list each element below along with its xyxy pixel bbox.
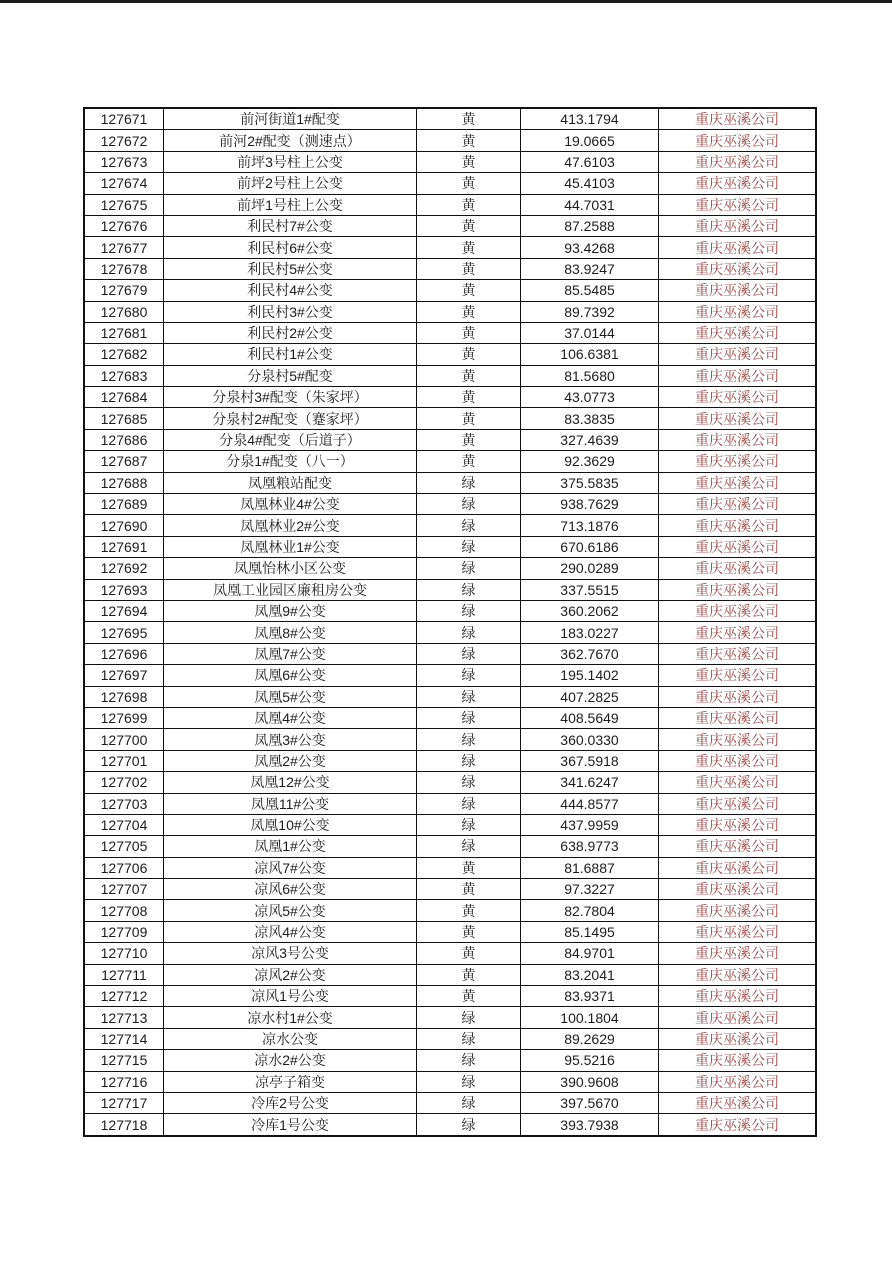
cell-record-id: 127686 — [84, 429, 164, 450]
cell-value: 437.9959 — [521, 814, 659, 835]
cell-value: 390.9608 — [521, 1071, 659, 1092]
cell-record-id: 127718 — [84, 1114, 164, 1136]
table-row — [84, 280, 816, 301]
cell-record-id: 127680 — [84, 301, 164, 322]
cell-status-color: 绿 — [417, 494, 521, 515]
cell-value: 408.5649 — [521, 707, 659, 728]
cell-status-color: 黄 — [417, 173, 521, 194]
table-row — [84, 600, 816, 621]
cell-status-color: 黄 — [417, 900, 521, 921]
cell-transformer-name: 利民村4#公变 — [164, 280, 417, 301]
cell-transformer-name: 凤凰粮站配变 — [164, 472, 417, 493]
cell-transformer-name: 凉水2#公变 — [164, 1050, 417, 1071]
cell-transformer-name: 凉风1号公变 — [164, 986, 417, 1007]
cell-value: 89.2629 — [521, 1028, 659, 1049]
cell-record-id: 127691 — [84, 536, 164, 557]
cell-record-id: 127683 — [84, 365, 164, 386]
cell-status-color: 黄 — [417, 408, 521, 429]
cell-status-color: 绿 — [417, 643, 521, 664]
table-row — [84, 729, 816, 750]
table-row — [84, 365, 816, 386]
table-row — [84, 301, 816, 322]
table-row — [84, 173, 816, 194]
cell-company: 重庆巫溪公司 — [659, 1050, 817, 1071]
transformer-table — [83, 107, 817, 1137]
cell-company: 重庆巫溪公司 — [659, 1114, 817, 1136]
cell-record-id: 127695 — [84, 622, 164, 643]
cell-transformer-name: 分泉1#配变（八一） — [164, 451, 417, 472]
cell-transformer-name: 凤凰3#公变 — [164, 729, 417, 750]
table-row — [84, 151, 816, 172]
table-row — [84, 772, 816, 793]
cell-record-id: 127712 — [84, 986, 164, 1007]
cell-record-id: 127697 — [84, 665, 164, 686]
cell-transformer-name: 凤凰怡林小区公变 — [164, 558, 417, 579]
cell-company: 重庆巫溪公司 — [659, 879, 817, 900]
cell-record-id: 127704 — [84, 814, 164, 835]
cell-value: 290.0289 — [521, 558, 659, 579]
transformer-table-body — [84, 108, 816, 1136]
cell-company: 重庆巫溪公司 — [659, 365, 817, 386]
cell-transformer-name: 冷库2号公变 — [164, 1092, 417, 1113]
cell-transformer-name: 凉水公变 — [164, 1028, 417, 1049]
cell-record-id: 127673 — [84, 151, 164, 172]
cell-value: 84.9701 — [521, 943, 659, 964]
cell-value: 638.9773 — [521, 836, 659, 857]
cell-company: 重庆巫溪公司 — [659, 964, 817, 985]
cell-record-id: 127715 — [84, 1050, 164, 1071]
cell-status-color: 绿 — [417, 750, 521, 771]
table-row — [84, 558, 816, 579]
cell-transformer-name: 利民村2#公变 — [164, 322, 417, 343]
cell-company: 重庆巫溪公司 — [659, 686, 817, 707]
table-row — [84, 1050, 816, 1071]
table-row — [84, 108, 816, 130]
cell-value: 81.6887 — [521, 857, 659, 878]
cell-transformer-name: 分泉村3#配变（朱家坪） — [164, 387, 417, 408]
cell-status-color: 黄 — [417, 258, 521, 279]
table-row — [84, 643, 816, 664]
cell-status-color: 绿 — [417, 707, 521, 728]
cell-status-color: 绿 — [417, 836, 521, 857]
cell-status-color: 绿 — [417, 515, 521, 536]
cell-status-color: 绿 — [417, 579, 521, 600]
table-row — [84, 1028, 816, 1049]
cell-record-id: 127671 — [84, 108, 164, 130]
cell-status-color: 黄 — [417, 280, 521, 301]
cell-company: 重庆巫溪公司 — [659, 814, 817, 835]
cell-value: 83.9371 — [521, 986, 659, 1007]
cell-value: 47.6103 — [521, 151, 659, 172]
cell-value: 397.5670 — [521, 1092, 659, 1113]
cell-company: 重庆巫溪公司 — [659, 215, 817, 236]
cell-record-id: 127674 — [84, 173, 164, 194]
cell-record-id: 127676 — [84, 215, 164, 236]
cell-status-color: 绿 — [417, 814, 521, 835]
cell-value: 341.6247 — [521, 772, 659, 793]
cell-record-id: 127707 — [84, 879, 164, 900]
page-top-border — [0, 0, 892, 3]
cell-record-id: 127678 — [84, 258, 164, 279]
cell-company: 重庆巫溪公司 — [659, 494, 817, 515]
cell-company: 重庆巫溪公司 — [659, 793, 817, 814]
cell-company: 重庆巫溪公司 — [659, 600, 817, 621]
cell-value: 407.2825 — [521, 686, 659, 707]
cell-value: 360.0330 — [521, 729, 659, 750]
table-row — [84, 921, 816, 942]
table-row — [84, 515, 816, 536]
cell-record-id: 127677 — [84, 237, 164, 258]
cell-record-id: 127692 — [84, 558, 164, 579]
table-row — [84, 622, 816, 643]
table-row — [84, 793, 816, 814]
table-row — [84, 215, 816, 236]
cell-status-color: 黄 — [417, 943, 521, 964]
cell-status-color: 黄 — [417, 301, 521, 322]
table-row — [84, 707, 816, 728]
cell-company: 重庆巫溪公司 — [659, 900, 817, 921]
cell-record-id: 127694 — [84, 600, 164, 621]
table-row — [84, 900, 816, 921]
cell-transformer-name: 利民村6#公变 — [164, 237, 417, 258]
table-row — [84, 130, 816, 151]
cell-value: 195.1402 — [521, 665, 659, 686]
cell-company: 重庆巫溪公司 — [659, 643, 817, 664]
cell-value: 82.7804 — [521, 900, 659, 921]
cell-status-color: 黄 — [417, 451, 521, 472]
cell-company: 重庆巫溪公司 — [659, 536, 817, 557]
cell-transformer-name: 冷库1号公变 — [164, 1114, 417, 1136]
table-row — [84, 194, 816, 215]
cell-status-color: 黄 — [417, 365, 521, 386]
cell-transformer-name: 前河2#配变（测速点） — [164, 130, 417, 151]
cell-record-id: 127689 — [84, 494, 164, 515]
cell-record-id: 127713 — [84, 1007, 164, 1028]
cell-record-id: 127702 — [84, 772, 164, 793]
cell-company: 重庆巫溪公司 — [659, 836, 817, 857]
cell-value: 100.1804 — [521, 1007, 659, 1028]
cell-value: 92.3629 — [521, 451, 659, 472]
cell-status-color: 黄 — [417, 964, 521, 985]
cell-company: 重庆巫溪公司 — [659, 387, 817, 408]
cell-status-color: 黄 — [417, 879, 521, 900]
cell-value: 81.5680 — [521, 365, 659, 386]
cell-transformer-name: 凉风7#公变 — [164, 857, 417, 878]
cell-company: 重庆巫溪公司 — [659, 1071, 817, 1092]
cell-status-color: 绿 — [417, 600, 521, 621]
cell-company: 重庆巫溪公司 — [659, 1028, 817, 1049]
cell-status-color: 黄 — [417, 151, 521, 172]
table-row — [84, 814, 816, 835]
cell-transformer-name: 凤凰12#公变 — [164, 772, 417, 793]
cell-transformer-name: 凤凰林业2#公变 — [164, 515, 417, 536]
cell-value: 44.7031 — [521, 194, 659, 215]
table-row — [84, 964, 816, 985]
cell-record-id: 127693 — [84, 579, 164, 600]
cell-record-id: 127703 — [84, 793, 164, 814]
cell-record-id: 127699 — [84, 707, 164, 728]
cell-company: 重庆巫溪公司 — [659, 130, 817, 151]
cell-company: 重庆巫溪公司 — [659, 986, 817, 1007]
cell-record-id: 127684 — [84, 387, 164, 408]
cell-status-color: 黄 — [417, 108, 521, 130]
table-row — [84, 943, 816, 964]
cell-transformer-name: 凉风3号公变 — [164, 943, 417, 964]
cell-record-id: 127672 — [84, 130, 164, 151]
cell-record-id: 127685 — [84, 408, 164, 429]
cell-value: 43.0773 — [521, 387, 659, 408]
cell-record-id: 127701 — [84, 750, 164, 771]
cell-record-id: 127675 — [84, 194, 164, 215]
cell-record-id: 127690 — [84, 515, 164, 536]
cell-company: 重庆巫溪公司 — [659, 579, 817, 600]
cell-transformer-name: 利民村1#公变 — [164, 344, 417, 365]
cell-value: 713.1876 — [521, 515, 659, 536]
cell-status-color: 绿 — [417, 1007, 521, 1028]
table-row — [84, 472, 816, 493]
cell-transformer-name: 凉风4#公变 — [164, 921, 417, 942]
cell-status-color: 绿 — [417, 558, 521, 579]
cell-transformer-name: 利民村7#公变 — [164, 215, 417, 236]
table-row — [84, 429, 816, 450]
cell-company: 重庆巫溪公司 — [659, 151, 817, 172]
cell-status-color: 黄 — [417, 130, 521, 151]
cell-status-color: 绿 — [417, 536, 521, 557]
cell-value: 83.3835 — [521, 408, 659, 429]
cell-value: 87.2588 — [521, 215, 659, 236]
cell-value: 89.7392 — [521, 301, 659, 322]
cell-transformer-name: 分泉村2#配变（蹇家坪） — [164, 408, 417, 429]
cell-transformer-name: 前坪1号柱上公变 — [164, 194, 417, 215]
cell-company: 重庆巫溪公司 — [659, 408, 817, 429]
cell-status-color: 绿 — [417, 1028, 521, 1049]
table-row — [84, 665, 816, 686]
cell-status-color: 黄 — [417, 986, 521, 1007]
cell-company: 重庆巫溪公司 — [659, 451, 817, 472]
cell-value: 85.5485 — [521, 280, 659, 301]
cell-status-color: 黄 — [417, 237, 521, 258]
cell-record-id: 127716 — [84, 1071, 164, 1092]
cell-company: 重庆巫溪公司 — [659, 429, 817, 450]
cell-status-color: 黄 — [417, 322, 521, 343]
cell-record-id: 127706 — [84, 857, 164, 878]
cell-record-id: 127711 — [84, 964, 164, 985]
cell-transformer-name: 凉风6#公变 — [164, 879, 417, 900]
cell-status-color: 黄 — [417, 429, 521, 450]
cell-transformer-name: 凤凰4#公变 — [164, 707, 417, 728]
cell-status-color: 绿 — [417, 793, 521, 814]
table-row — [84, 1071, 816, 1092]
cell-transformer-name: 利民村3#公变 — [164, 301, 417, 322]
table-row — [84, 322, 816, 343]
cell-value: 367.5918 — [521, 750, 659, 771]
cell-status-color: 黄 — [417, 387, 521, 408]
cell-company: 重庆巫溪公司 — [659, 108, 817, 130]
cell-transformer-name: 凤凰1#公变 — [164, 836, 417, 857]
cell-company: 重庆巫溪公司 — [659, 1007, 817, 1028]
cell-transformer-name: 凤凰林业4#公变 — [164, 494, 417, 515]
table-row — [84, 1007, 816, 1028]
cell-value: 37.0144 — [521, 322, 659, 343]
table-row — [84, 686, 816, 707]
cell-company: 重庆巫溪公司 — [659, 750, 817, 771]
cell-transformer-name: 凉亭子箱变 — [164, 1071, 417, 1092]
cell-transformer-name: 凤凰8#公变 — [164, 622, 417, 643]
cell-record-id: 127705 — [84, 836, 164, 857]
table-row — [84, 836, 816, 857]
cell-record-id: 127687 — [84, 451, 164, 472]
cell-transformer-name: 凤凰5#公变 — [164, 686, 417, 707]
table-row — [84, 536, 816, 557]
cell-company: 重庆巫溪公司 — [659, 515, 817, 536]
cell-record-id: 127681 — [84, 322, 164, 343]
cell-transformer-name: 利民村5#公变 — [164, 258, 417, 279]
cell-value: 45.4103 — [521, 173, 659, 194]
cell-transformer-name: 凤凰11#公变 — [164, 793, 417, 814]
cell-company: 重庆巫溪公司 — [659, 943, 817, 964]
cell-value: 375.5835 — [521, 472, 659, 493]
table-row — [84, 1092, 816, 1113]
cell-value: 95.5216 — [521, 1050, 659, 1071]
cell-transformer-name: 分泉4#配变（后道子） — [164, 429, 417, 450]
cell-status-color: 黄 — [417, 194, 521, 215]
cell-transformer-name: 凤凰6#公变 — [164, 665, 417, 686]
table-row — [84, 237, 816, 258]
table-row — [84, 750, 816, 771]
cell-value: 97.3227 — [521, 879, 659, 900]
cell-company: 重庆巫溪公司 — [659, 1092, 817, 1113]
cell-transformer-name: 凤凰10#公变 — [164, 814, 417, 835]
cell-company: 重庆巫溪公司 — [659, 173, 817, 194]
cell-record-id: 127714 — [84, 1028, 164, 1049]
table-row — [84, 258, 816, 279]
cell-value: 85.1495 — [521, 921, 659, 942]
cell-status-color: 绿 — [417, 772, 521, 793]
cell-status-color: 绿 — [417, 1071, 521, 1092]
table-row — [84, 579, 816, 600]
cell-company: 重庆巫溪公司 — [659, 280, 817, 301]
cell-value: 393.7938 — [521, 1114, 659, 1136]
cell-record-id: 127709 — [84, 921, 164, 942]
cell-record-id: 127710 — [84, 943, 164, 964]
cell-company: 重庆巫溪公司 — [659, 857, 817, 878]
cell-record-id: 127717 — [84, 1092, 164, 1113]
cell-value: 106.6381 — [521, 344, 659, 365]
cell-value: 327.4639 — [521, 429, 659, 450]
cell-company: 重庆巫溪公司 — [659, 237, 817, 258]
cell-company: 重庆巫溪公司 — [659, 301, 817, 322]
table-row — [84, 344, 816, 365]
cell-record-id: 127700 — [84, 729, 164, 750]
cell-value: 83.2041 — [521, 964, 659, 985]
cell-transformer-name: 前坪3号柱上公变 — [164, 151, 417, 172]
cell-company: 重庆巫溪公司 — [659, 194, 817, 215]
cell-record-id: 127679 — [84, 280, 164, 301]
cell-value: 670.6186 — [521, 536, 659, 557]
cell-status-color: 绿 — [417, 729, 521, 750]
cell-company: 重庆巫溪公司 — [659, 665, 817, 686]
cell-transformer-name: 凉风5#公变 — [164, 900, 417, 921]
cell-status-color: 黄 — [417, 921, 521, 942]
cell-company: 重庆巫溪公司 — [659, 472, 817, 493]
cell-transformer-name: 凤凰9#公变 — [164, 600, 417, 621]
cell-value: 413.1794 — [521, 108, 659, 130]
cell-company: 重庆巫溪公司 — [659, 344, 817, 365]
table-row — [84, 451, 816, 472]
cell-status-color: 绿 — [417, 1114, 521, 1136]
cell-value: 183.0227 — [521, 622, 659, 643]
table-row — [84, 857, 816, 878]
cell-value: 19.0665 — [521, 130, 659, 151]
cell-value: 444.8577 — [521, 793, 659, 814]
cell-company: 重庆巫溪公司 — [659, 772, 817, 793]
cell-status-color: 绿 — [417, 1050, 521, 1071]
cell-transformer-name: 前坪2号柱上公变 — [164, 173, 417, 194]
cell-company: 重庆巫溪公司 — [659, 622, 817, 643]
cell-company: 重庆巫溪公司 — [659, 921, 817, 942]
table-row — [84, 494, 816, 515]
cell-transformer-name: 凤凰林业1#公变 — [164, 536, 417, 557]
cell-record-id: 127708 — [84, 900, 164, 921]
cell-transformer-name: 凤凰7#公变 — [164, 643, 417, 664]
cell-status-color: 黄 — [417, 215, 521, 236]
cell-value: 362.7670 — [521, 643, 659, 664]
table-row — [84, 1114, 816, 1136]
cell-status-color: 绿 — [417, 472, 521, 493]
cell-transformer-name: 凉风2#公变 — [164, 964, 417, 985]
cell-value: 93.4268 — [521, 237, 659, 258]
cell-transformer-name: 凤凰2#公变 — [164, 750, 417, 771]
cell-status-color: 黄 — [417, 857, 521, 878]
cell-transformer-name: 凉水村1#公变 — [164, 1007, 417, 1028]
cell-record-id: 127688 — [84, 472, 164, 493]
cell-company: 重庆巫溪公司 — [659, 729, 817, 750]
table-row — [84, 986, 816, 1007]
cell-status-color: 绿 — [417, 686, 521, 707]
cell-company: 重庆巫溪公司 — [659, 707, 817, 728]
cell-status-color: 绿 — [417, 665, 521, 686]
cell-company: 重庆巫溪公司 — [659, 558, 817, 579]
cell-value: 360.2062 — [521, 600, 659, 621]
cell-company: 重庆巫溪公司 — [659, 322, 817, 343]
cell-record-id: 127682 — [84, 344, 164, 365]
cell-record-id: 127696 — [84, 643, 164, 664]
cell-transformer-name: 分泉村5#配变 — [164, 365, 417, 386]
cell-transformer-name: 前河街道1#配变 — [164, 108, 417, 130]
cell-value: 83.9247 — [521, 258, 659, 279]
cell-value: 337.5515 — [521, 579, 659, 600]
cell-value: 938.7629 — [521, 494, 659, 515]
cell-status-color: 黄 — [417, 344, 521, 365]
cell-status-color: 绿 — [417, 622, 521, 643]
cell-transformer-name: 凤凰工业园区廉租房公变 — [164, 579, 417, 600]
table-row — [84, 408, 816, 429]
cell-status-color: 绿 — [417, 1092, 521, 1113]
cell-company: 重庆巫溪公司 — [659, 258, 817, 279]
cell-record-id: 127698 — [84, 686, 164, 707]
table-row — [84, 879, 816, 900]
table-row — [84, 387, 816, 408]
